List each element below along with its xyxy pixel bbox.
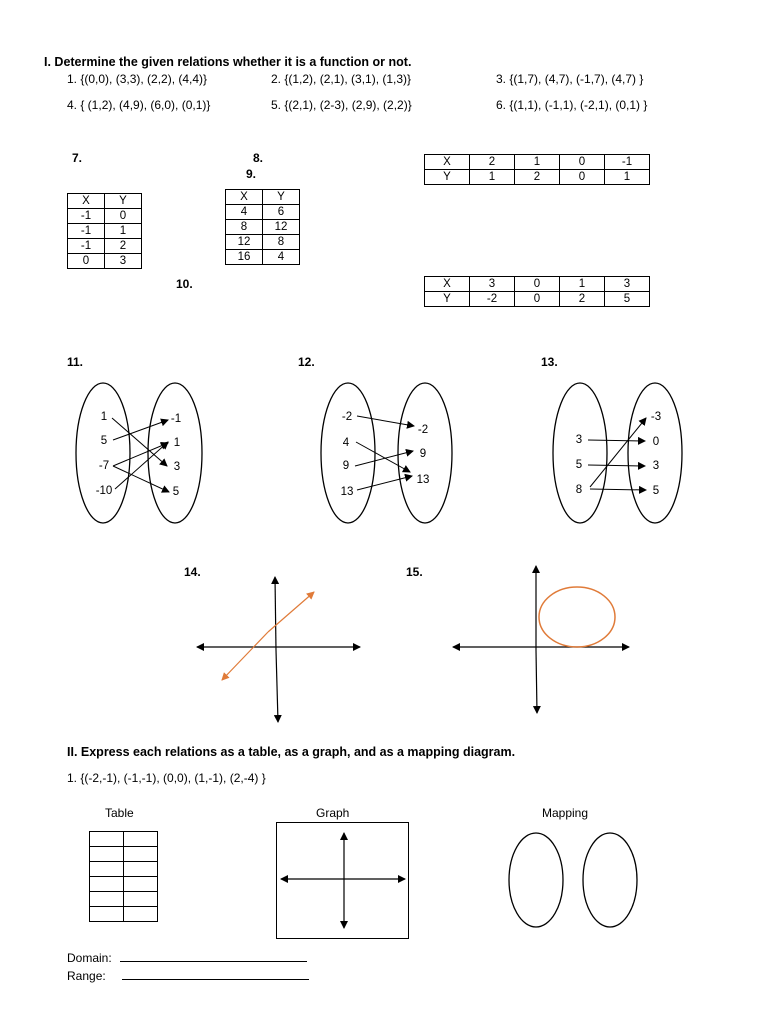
m11-d0: 1 <box>100 411 108 423</box>
item-1: 1. {(0,0), (3,3), (2,2), (4,4)} <box>67 72 208 86</box>
y-axis <box>536 650 537 713</box>
domain-oval <box>553 383 607 523</box>
cell: Y <box>425 170 470 185</box>
cell: -1 <box>68 209 105 224</box>
domain-oval[interactable] <box>509 833 563 927</box>
range-label: Range: <box>67 969 106 983</box>
m11-r0: -1 <box>170 413 182 425</box>
range-blank[interactable] <box>122 968 309 980</box>
arrow <box>112 418 167 466</box>
arrow <box>113 466 169 492</box>
y-axis <box>276 650 278 722</box>
table-10 <box>424 276 650 307</box>
label-9: 9. <box>246 167 257 181</box>
cell: 0 <box>560 155 605 170</box>
label-11: 11. <box>67 355 84 369</box>
m11-d2: -7 <box>98 460 110 472</box>
label-15: 15. <box>406 565 423 579</box>
m13-d2: 8 <box>575 484 583 496</box>
arrow <box>590 489 646 490</box>
label-14: 14. <box>184 565 201 579</box>
cell: 8 <box>263 235 300 250</box>
m13-d1: 5 <box>575 459 583 471</box>
graph-label: Graph <box>316 806 350 820</box>
header-y: Y <box>263 190 300 205</box>
m12-d2: 9 <box>342 460 350 472</box>
header-x: X <box>226 190 263 205</box>
label-12: 12. <box>298 355 315 369</box>
header-x: X <box>68 194 105 209</box>
arrow <box>357 476 412 490</box>
table-9 <box>225 189 300 265</box>
cell: 4 <box>226 205 263 220</box>
cell: 0 <box>515 277 560 292</box>
cell: 0 <box>560 170 605 185</box>
cell: 1 <box>105 224 142 239</box>
domain-oval <box>321 383 375 523</box>
label-13: 13. <box>541 355 558 369</box>
m11-d3: -10 <box>95 485 113 497</box>
domain-line <box>67 950 307 965</box>
graphs <box>0 565 768 730</box>
graph-line <box>222 632 268 680</box>
part2-item-1: 1. {(-2,-1), (-1,-1), (0,0), (1,-1), (2,-4) } <box>67 771 266 785</box>
cell: -1 <box>68 239 105 254</box>
cell: Y <box>425 292 470 307</box>
y-axis <box>275 577 276 650</box>
arrow <box>115 442 168 489</box>
item-3: 3. {(1,7), (4,7), (-1,7), (4,7) } <box>496 72 644 86</box>
cell: 3 <box>470 277 515 292</box>
part2-drawings <box>0 815 768 945</box>
label-10: 10. <box>176 277 193 291</box>
item-4: 4. { (1,2), (4,9), (6,0), (0,1)} <box>67 98 211 112</box>
arrow <box>355 451 413 466</box>
cell: 2 <box>470 155 515 170</box>
m11-r3: 5 <box>172 486 180 498</box>
item-5: 5. {(2,1), (2-3), (2,9), (2,2)} <box>271 98 412 112</box>
graph-circle <box>539 587 615 647</box>
m12-r0: -2 <box>417 424 429 436</box>
m11-r1: 1 <box>173 437 181 449</box>
arrow <box>588 465 645 466</box>
cell: 3 <box>605 277 650 292</box>
range-oval[interactable] <box>583 833 637 927</box>
m13-r1: 0 <box>652 436 660 448</box>
cell: 1 <box>605 170 650 185</box>
cell: 2 <box>560 292 605 307</box>
cell: 1 <box>515 155 560 170</box>
cell: 16 <box>226 250 263 265</box>
cell: 8 <box>226 220 263 235</box>
domain-blank[interactable] <box>120 950 307 962</box>
mapping-label: Mapping <box>542 806 589 820</box>
m12-r2: 13 <box>416 474 430 486</box>
part1-heading: I. Determine the given relations whether it is a function or not. <box>44 55 412 69</box>
cell: 6 <box>263 205 300 220</box>
item-6: 6. {(1,1), (-1,1), (-2,1), (0,1) } <box>496 98 648 112</box>
label-7: 7. <box>72 151 83 165</box>
m13-r3: 5 <box>652 485 660 497</box>
table-7 <box>67 193 142 269</box>
cell: 1 <box>560 277 605 292</box>
range-oval <box>628 383 682 523</box>
table-8 <box>424 154 650 185</box>
m11-d1: 5 <box>100 435 108 447</box>
cell: X <box>425 155 470 170</box>
cell: 12 <box>263 220 300 235</box>
m11-r2: 3 <box>173 461 181 473</box>
item-2: 2. {(1,2), (2,1), (3,1), (1,3)} <box>271 72 412 86</box>
header-y: Y <box>105 194 142 209</box>
domain-oval <box>76 383 130 523</box>
arrow <box>588 440 645 441</box>
m12-d0: -2 <box>341 411 353 423</box>
arrow <box>113 443 168 466</box>
cell: X <box>425 277 470 292</box>
cell: 2 <box>515 170 560 185</box>
table-label: Table <box>105 806 134 820</box>
m13-d0: 3 <box>575 434 583 446</box>
cell: 0 <box>515 292 560 307</box>
cell: 1 <box>470 170 515 185</box>
cell: 2 <box>105 239 142 254</box>
cell: -2 <box>470 292 515 307</box>
m12-d3: 13 <box>340 486 354 498</box>
domain-label: Domain: <box>67 951 112 965</box>
cell: 5 <box>605 292 650 307</box>
cell: 0 <box>68 254 105 269</box>
arrow <box>113 420 168 440</box>
m13-r0: -3 <box>650 411 662 423</box>
range-line <box>67 968 309 983</box>
label-8: 8. <box>253 151 264 165</box>
m13-r2: 3 <box>652 460 660 472</box>
cell: -1 <box>68 224 105 239</box>
cell: 3 <box>105 254 142 269</box>
part2-heading: II. Express each relations as a table, as a graph, and as a mapping diagram. <box>67 745 516 759</box>
m12-d1: 4 <box>342 437 350 449</box>
arrow <box>357 416 414 426</box>
mapping-diagrams <box>0 370 768 530</box>
cell: 4 <box>263 250 300 265</box>
arrow <box>356 442 410 472</box>
m12-r1: 9 <box>419 448 427 460</box>
arrow <box>590 418 646 487</box>
cell: 12 <box>226 235 263 250</box>
cell: 0 <box>105 209 142 224</box>
graph-box[interactable] <box>277 823 409 939</box>
cell: -1 <box>605 155 650 170</box>
